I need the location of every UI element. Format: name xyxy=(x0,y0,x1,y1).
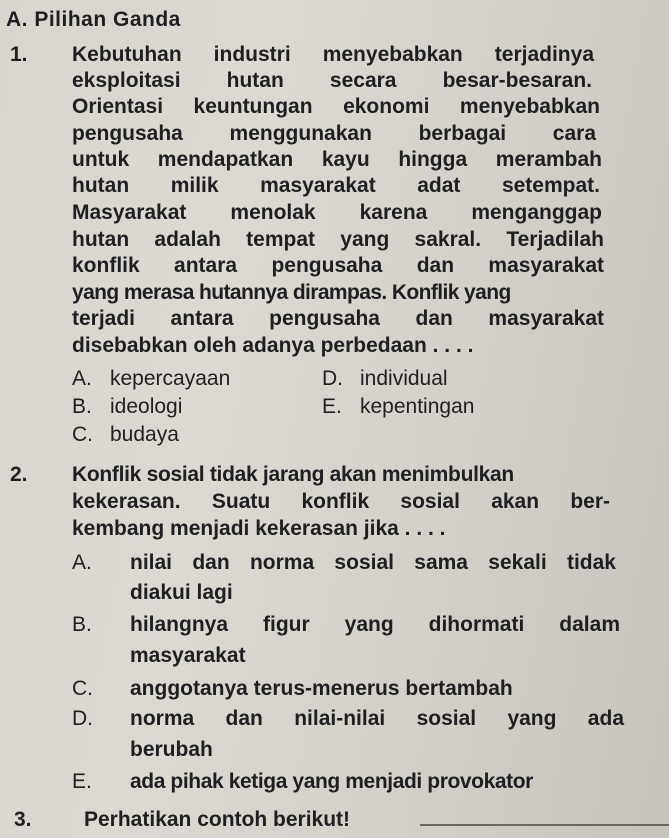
option-text-line: masyarakat xyxy=(130,644,246,667)
divider xyxy=(420,824,669,826)
question-text-line: untuk mendapatkan kayu hingga merambah xyxy=(72,148,602,171)
question-text-line: pengusaha menggunakan berbagai cara xyxy=(72,122,596,145)
question-text-line: Konflik sosial tidak jarang akan menimbulkan xyxy=(72,463,514,486)
option-letter: D. xyxy=(72,707,93,730)
question-text: Perhatikan contoh berikut! xyxy=(84,808,351,831)
option-text-line: ada pihak ketiga yang menjadi provokator xyxy=(130,770,533,793)
question-text-line: terjadi antara pengusaha dan masyarakat xyxy=(72,307,604,330)
option-letter: E. xyxy=(72,770,92,793)
question-text-line: Orientasi keuntungan ekonomi menyebabkan xyxy=(72,95,600,118)
option-e[interactable] xyxy=(322,394,474,420)
option-letter: E. xyxy=(322,395,342,418)
option-text-line: nilai dan norma sosial sama sekali tidak xyxy=(130,551,616,574)
option-letter: A. xyxy=(72,367,92,390)
option-a[interactable] xyxy=(72,366,230,392)
question-text-line: Masyarakat menolak karena menganggap xyxy=(72,201,602,224)
option-letter: A. xyxy=(72,551,92,574)
question-text-line: Kebutuhan industri menyebabkan terjadinya xyxy=(72,43,594,66)
option-text: kepentingan xyxy=(360,395,475,418)
question-text-line: hutan adalah tempat yang sakral. Terjadilah xyxy=(72,228,604,251)
option-c[interactable] xyxy=(72,422,179,448)
margin-mark xyxy=(632,362,646,380)
question-text-line: yang merasa hutannya dirampas. Konflik yang xyxy=(72,281,511,304)
question-number: 1. xyxy=(10,43,28,66)
option-text-line: diakui lagi xyxy=(130,581,233,604)
question-text-line: konflik antara pengusaha dan masyarakat xyxy=(72,254,604,277)
question-text-line: hutan milik masyarakat adat setempat. xyxy=(72,174,600,197)
option-text: ideologi xyxy=(110,395,183,418)
question-text-line: kekerasan. Suatu konflik sosial akan ber- xyxy=(72,490,610,513)
option-text-line: berubah xyxy=(130,738,213,761)
option-text-line: hilangnya figur yang dihormati dalam xyxy=(130,613,620,636)
option-letter: D. xyxy=(322,367,343,390)
option-text-line: norma dan nilai-nilai sosial yang ada xyxy=(130,707,624,730)
option-letter: C. xyxy=(72,677,93,700)
option-letter: C. xyxy=(72,423,93,446)
option-text-line: anggotanya terus-menerus bertambah xyxy=(130,677,513,700)
question-number: 2. xyxy=(10,463,28,486)
option-d[interactable] xyxy=(322,366,448,392)
option-letter: B. xyxy=(72,613,92,636)
option-text: kepercayaan xyxy=(110,367,231,390)
question-text-line: eksploitasi hutan secara besar-besaran. xyxy=(72,69,592,92)
option-text: budaya xyxy=(110,423,179,446)
option-letter: B. xyxy=(72,395,92,418)
option-b[interactable] xyxy=(72,394,182,420)
question-text-line: disebabkan oleh adanya perbedaan . . . . xyxy=(72,334,474,357)
question-text-line: kembang menjadi kekerasan jika . . . . xyxy=(72,517,446,540)
question-3 xyxy=(14,807,350,833)
section-title: A. Pilihan Ganda xyxy=(6,8,181,31)
option-text: individual xyxy=(360,367,448,390)
question-number: 3. xyxy=(14,808,32,831)
